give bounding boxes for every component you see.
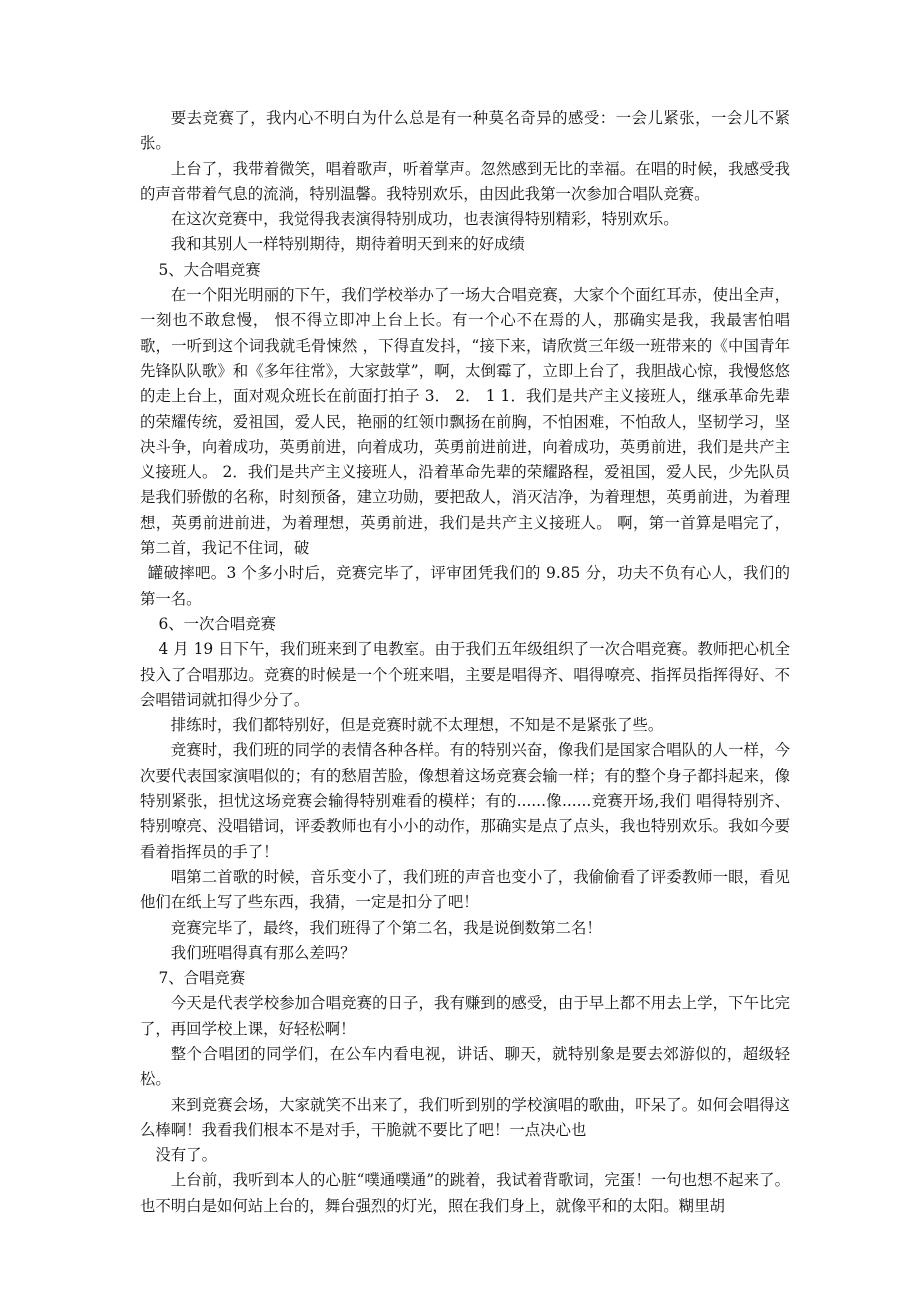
paragraph: 上台了，我带着微笑，唱着歌声，听着掌声。忽然感到无比的幸福。在唱的时候，我感受我的声音带着气息的流淌，特别温馨。我特别欢乐，由因此我第一次参加合唱队竞赛。 (140, 159, 790, 203)
paragraph: 竞赛时，我们班的同学的表情各种各样。有的特别兴奋，像我们是国家合唱队的人一样，今次要代表国家演唱似的；有的愁眉苦脸，像想着这场竞赛会输一样；有的整个身子都抖起来，像特别紧张，担忧这场竞赛会输得特别难看的模样；有的......像......竞赛开场,我们 唱得特别齐、特别嘹亮、没唱错词，评委教师也有小小的动作，那确实是点了点头，我也特别欢乐。我如今要看着指挥员的手了！ (140, 741, 790, 861)
paragraph: 整个合唱团的同学们，在公车内看电视，讲话、聊天，就特别象是要去郊游似的，超级轻松。 (140, 1044, 790, 1089)
paragraph-continuation: 罐破摔吧。3 个多小时后，竞赛完毕了，评审团凭我们的 9.85 分，功夫不负有心人，我们的第一名。 (140, 564, 790, 608)
paragraph: 排练时，我们都特别好，但是竞赛时就不太理想，不知是不是紧张了些。 (170, 716, 664, 735)
section-heading: 5、大合唱竞赛 (158, 260, 261, 279)
section-heading: 6、一次合唱竞赛 (158, 614, 276, 633)
paragraph: 来到竞赛会场，大家就笑不出来了，我们听到别的学校演唱的歌曲，吓呆了。如何会唱得这么棒啊！我看我们根本不是对手，干脆就不要比了吧！一点决心也 (140, 1095, 790, 1139)
paragraph: 我们班唱得真有那么差吗？ (170, 943, 356, 962)
paragraph-continuation: 没有了。 (155, 1146, 217, 1165)
paragraph: 我和其别人一样特别期待，期待着明天到来的好成绩 (170, 235, 525, 254)
paragraph: 今天是代表学校参加合唱竞赛的日子，我有赚到的感受，由于早上都不用去上学，下午比完了，再回学校上课，好轻松啊！ (140, 994, 790, 1038)
paragraph: 上台前，我听到本人的心脏“噗通噗通”的跳着，我试着背歌词，完蛋！一句也想不起来了。也不明白是如何站上台的，舞台强烈的灯光，照在我们身上，就像平和的太阳。糊里胡 (140, 1171, 790, 1215)
paragraph: 竞赛完毕了，最终，我们班得了个第二名，我是说倒数第二名！ (170, 918, 602, 937)
paragraph: 在这次竞赛中，我觉得我表演得特别成功，也表演得特别精彩，特别欢乐。 (170, 210, 679, 229)
document-body (140, 106, 790, 1219)
paragraph: 4 月 19 日下午，我们班来到了电教室。由于我们五年级组织了一次合唱竞赛。教师把心机全投入了合唱那边。竞赛的时候是一个个班来唱，主要是唱得齐、唱得嘹亮、指挥员指挥得好、不会唱错词就扣得少分了。 (140, 640, 790, 709)
paragraph: 在一个阳光明丽的下午，我们学校举办了一场大合唱竞赛，大家个个面红耳赤，使出全声，一刻也不敢怠慢， 恨不得立即冲上台上长。有一个心不在焉的人，那确实是我，我最害怕唱歌，一听到这个词我就毛骨悚然 ，下得直发抖，“接下来，请欣赏三年级一班带来的《中国青年先锋队队歌》和《多年往常》，大家鼓掌”，啊，太倒霉了，立即上台了，我胆战心惊，我慢悠悠的走上台上，面对观众班长在前面打拍子 3． 2． 1 1．我们是共产主义接班人，继承革命先辈的荣耀传统，爱祖国，爱人民，艳丽的红领巾飘扬在前胸，不怕困难，不怕敌人，坚韧学习，坚决斗争，向着成功，英勇前进，向着成功，英勇前进前进，向着成功，英勇前进，我们是共产主义接班人。 2．我们是共产主义接班人，沿着革命先辈的荣耀路程，爱祖国，爱人民，少先队员是我们骄傲的名称，时刻预备，建立功勋，要把敌人，消灭洁净，为着理想，英勇前进，为着理想，英勇前进前进，为着理想，英勇前进，我们是共产主义接班人。 啊，第一首算是唱完了，第二首，我记不住词，破 (140, 286, 790, 558)
paragraph: 要去竞赛了，我内心不明白为什么总是有一种莫名奇异的感受：一会儿紧张，一会儿不紧张。 (140, 109, 790, 153)
paragraph: 唱第二首歌的时候，音乐变小了，我们班的声音也变小了，我偷偷看了评委教师一眼，看见他们在纸上写了些东西，我猜，一定是扣分了吧！ (140, 867, 790, 912)
section-heading: 7、合唱竞赛 (158, 969, 246, 988)
